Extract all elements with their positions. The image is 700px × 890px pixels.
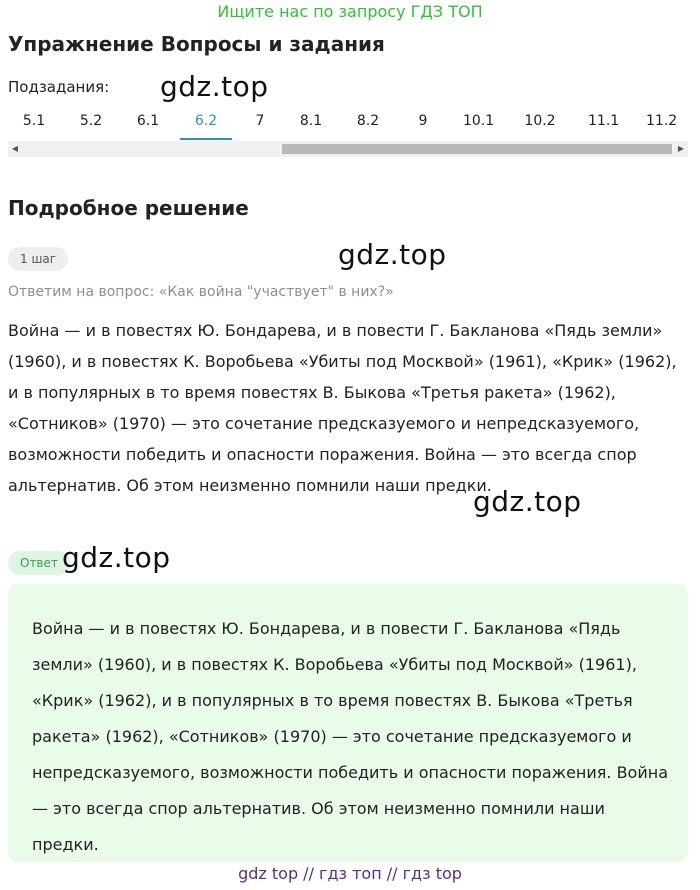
scroll-right-arrow-icon[interactable]: ▶ xyxy=(677,144,685,153)
exercise-title: Упражнение Вопросы и задания xyxy=(8,32,385,56)
subtasks-label: Подзадания: xyxy=(8,78,110,96)
tab-6-1[interactable]: 6.1 xyxy=(136,113,160,129)
tab-5-1[interactable]: 5.1 xyxy=(22,113,46,129)
tab-6-2[interactable]: 6.2 xyxy=(180,112,232,140)
scroll-thumb[interactable] xyxy=(282,144,672,154)
tab-8-1[interactable]: 8.1 xyxy=(299,113,323,129)
tab-10-2[interactable]: 10.2 xyxy=(524,113,556,129)
tabs-scrollbar[interactable] xyxy=(8,141,688,157)
tab-5-2[interactable]: 5.2 xyxy=(79,113,103,129)
watermark: gdz.top xyxy=(160,70,269,103)
tab-9[interactable]: 9 xyxy=(418,113,428,129)
step-badge: 1 шаг xyxy=(8,247,68,271)
footer-links[interactable]: gdz top // гдз топ // гдз top xyxy=(238,864,462,883)
step-question: Ответим на вопрос: «Как война "участвует" в них?» xyxy=(8,284,394,300)
tab-11-1[interactable]: 11.1 xyxy=(588,113,620,129)
watermark: gdz.top xyxy=(473,485,582,518)
tab-11-2[interactable]: 11.2 xyxy=(646,113,678,129)
solution-title: Подробное решение xyxy=(8,196,249,220)
scroll-left-arrow-icon[interactable]: ◀ xyxy=(11,144,19,153)
answer-badge: Ответ xyxy=(8,551,70,575)
tab-8-2[interactable]: 8.2 xyxy=(356,113,380,129)
step-text: Война — и в повестях Ю. Бондарева, и в повести Г. Бакланова «Пядь земли» (1960), и в повестях К. Воробьева «Убиты под Москвой» (1961), «Крик» (1962), и в популярных в то время повестях В. Быкова «Третья ракета» (1962), «Сотников» (1970) — это сочетание предсказуемого и непредсказуемого, возможности победить и опасности поражения. Война — это всегда спор альтернатив. Об этом неизменно помнили наши предки. xyxy=(8,321,677,495)
watermark: gdz.top xyxy=(62,541,171,574)
tab-7[interactable]: 7 xyxy=(255,113,265,129)
tab-10-1[interactable]: 10.1 xyxy=(463,113,495,129)
top-banner[interactable]: Ищите нас по запросу ГДЗ ТОП xyxy=(217,2,483,21)
answer-text: Война — и в повестях Ю. Бондарева, и в повести Г. Бакланова «Пядь земли» (1960), и в повестях К. Воробьева «Убиты под Москвой» (1961), «Крик» (1962), и в популярных в то время повестях В. Быкова «Третья ракета» (1962), «Сотников» (1970) — это сочетание предсказуемого и непредсказуемого, возможности победить и опасности поражения. Война — это всегда спор альтернатив. Об этом неизменно помнили наши предки. xyxy=(32,619,668,854)
watermark: gdz.top xyxy=(338,238,447,271)
subtask-tabs xyxy=(8,112,688,142)
